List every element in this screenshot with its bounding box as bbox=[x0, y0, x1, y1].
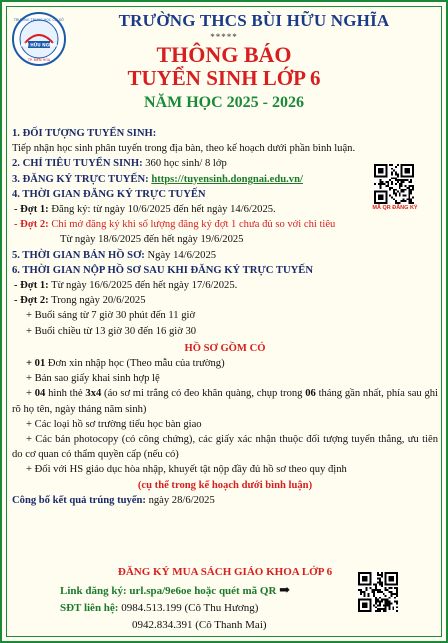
textbook-link-suffix: hoặc quét mã QR bbox=[191, 585, 277, 597]
section-1-body: Tiếp nhận học sinh phân tuyến trong địa bàn, theo kế hoạch dưới phần bình luận. bbox=[12, 143, 356, 155]
s6-round-1-body: Từ ngày 16/6/2025 đến hết ngày 17/6/2025. bbox=[48, 280, 238, 292]
s6-round-2-label: - Đợt 2: bbox=[14, 295, 49, 307]
stars-divider: ***** bbox=[210, 32, 238, 42]
s6-morning-hours: + Buổi sáng từ 7 giờ 30 phút đến 11 giờ bbox=[26, 310, 196, 322]
textbook-link[interactable]: url.spa/9e6oe bbox=[129, 585, 192, 597]
dossier-item-3-count: 04 bbox=[34, 388, 46, 400]
section-5-body: Ngày 14/6/2025 bbox=[144, 249, 217, 261]
school-name: TRƯỜNG THCS BÙI HỮU NGHĨA bbox=[118, 11, 390, 30]
dossier-item-3-text-c: tháng gần nhất, phía sau ghi rõ họ tên, ngày tháng năm sinh) bbox=[12, 388, 438, 415]
s4-round-2-body: Chỉ mở đăng ký khi số lượng đăng ký đợt 1 chưa đủ so với chỉ tiêu bbox=[48, 219, 336, 231]
s6-round-2-body: Trong ngày 20/6/2025 bbox=[48, 295, 146, 307]
s4-round-1-label: - Đợt 1: bbox=[14, 204, 49, 216]
dossier-item-3-size: 3x4 bbox=[85, 388, 102, 400]
dossier-item-6: + Đối với HS giáo dục hòa nhập, khuyết tật nộp đầy đủ hồ sơ theo quy định bbox=[26, 464, 347, 476]
dossier-item-3-text-a: hình thẻ bbox=[45, 388, 86, 400]
section-2-title: 2. CHỈ TIÊU TUYỂN SINH: bbox=[12, 158, 143, 170]
logo-text-top: TRƯỜNG TRUNG HỌC CƠ SỞ bbox=[13, 18, 65, 22]
s4-round-2-date: Từ ngày 18/6/2025 đến hết ngày 19/6/2025 bbox=[60, 234, 244, 246]
dossier-item-3 bbox=[12, 386, 438, 416]
dossier-item-1-count: + 01 bbox=[26, 358, 46, 370]
section-3-title: 3. ĐĂNG KÝ TRỰC TUYẾN: bbox=[12, 173, 149, 185]
s4-round-2-label: - Đợt 2: bbox=[14, 219, 49, 231]
s4-round-1-body: Đăng ký: từ ngày 10/6/2025 đến hết ngày 14/6/2025. bbox=[48, 204, 276, 216]
dossier-item-3-prefix: + bbox=[26, 388, 35, 400]
section-6-title: 6. THỜI GIAN NỘP HỒ SƠ SAU KHI ĐĂNG KÝ TRỰC TUYẾN bbox=[12, 264, 313, 276]
dossier-item-2: + Bản sao giấy khai sinh hợp lệ bbox=[26, 373, 160, 385]
phone-1: 0984.513.199 (Cô Thu Hương) bbox=[118, 602, 259, 614]
logo-text-mid: BÙI HỮU NGHĨA bbox=[20, 42, 58, 48]
dossier-item-1: Đơn xin nhập học (Theo mẫu của trường) bbox=[45, 358, 225, 370]
s6-round-1-label: - Đợt 1: bbox=[14, 280, 49, 292]
section-4-title: 4. THỜI GIAN ĐĂNG KÝ TRỰC TUYẾN bbox=[12, 188, 206, 200]
logo-text-bottom: TP. BIÊN HÒA bbox=[27, 58, 51, 62]
section-2-body: 360 học sinh/ 8 lớp bbox=[142, 158, 227, 170]
results-label: Công bố kết quả trúng tuyển: bbox=[12, 494, 146, 506]
section-5-title: 5. THỜI GIAN BÁN HỒ SƠ: bbox=[12, 249, 145, 261]
qr-caption: MÃ QR ĐĂNG KÝ bbox=[372, 205, 418, 211]
dossier-title: HỒ SƠ GỒM CÓ bbox=[184, 342, 266, 354]
dossier-item-3-months: 06 bbox=[305, 388, 316, 400]
dossier-note: (cụ thể trong kế hoạch dưới bình luận) bbox=[137, 479, 313, 491]
results-date: ngày 28/6/2025 bbox=[145, 494, 215, 506]
dossier-item-5: + Các bản photocopy (có công chứng), các giấy xác nhận thuộc đối tượng tuyển thẳng, ưu tiên do cơ quan có thẩm quyền cấp (nếu có) bbox=[12, 434, 438, 461]
textbook-title: ĐĂNG KÝ MUA SÁCH GIÁO KHOA LỚP 6 bbox=[117, 566, 333, 578]
phone-label: SĐT liên hệ: bbox=[60, 602, 119, 614]
dossier-item-4: + Các loại hồ sơ trường tiểu học bàn giao bbox=[26, 418, 202, 430]
textbook-qr-code[interactable] bbox=[358, 572, 398, 612]
dossier-item-3-text-b: (áo sơ mi trắng có đeo khăn quàng, chụp trong bbox=[101, 388, 306, 400]
school-year: NĂM HỌC 2025 - 2026 bbox=[144, 94, 304, 111]
notice-title: THÔNG BÁO bbox=[156, 42, 292, 67]
arrow-right-icon: ➡ bbox=[279, 582, 291, 597]
s6-afternoon-hours: + Buổi chiều từ 13 giờ 30 đến 16 giờ 30 bbox=[26, 325, 197, 337]
notice-content bbox=[12, 126, 438, 508]
textbook-link-label: Link đăng ký: bbox=[60, 585, 130, 597]
phone-2: 0942.834.391 (Cô Thanh Mai) bbox=[132, 619, 267, 631]
registration-link[interactable]: https://tuyensinh.dongnai.edu.vn/ bbox=[151, 173, 303, 185]
section-1-title: 1. ĐỐI TƯỢNG TUYỂN SINH: bbox=[12, 128, 157, 139]
admission-title: TUYỂN SINH LỚP 6 bbox=[127, 66, 321, 90]
